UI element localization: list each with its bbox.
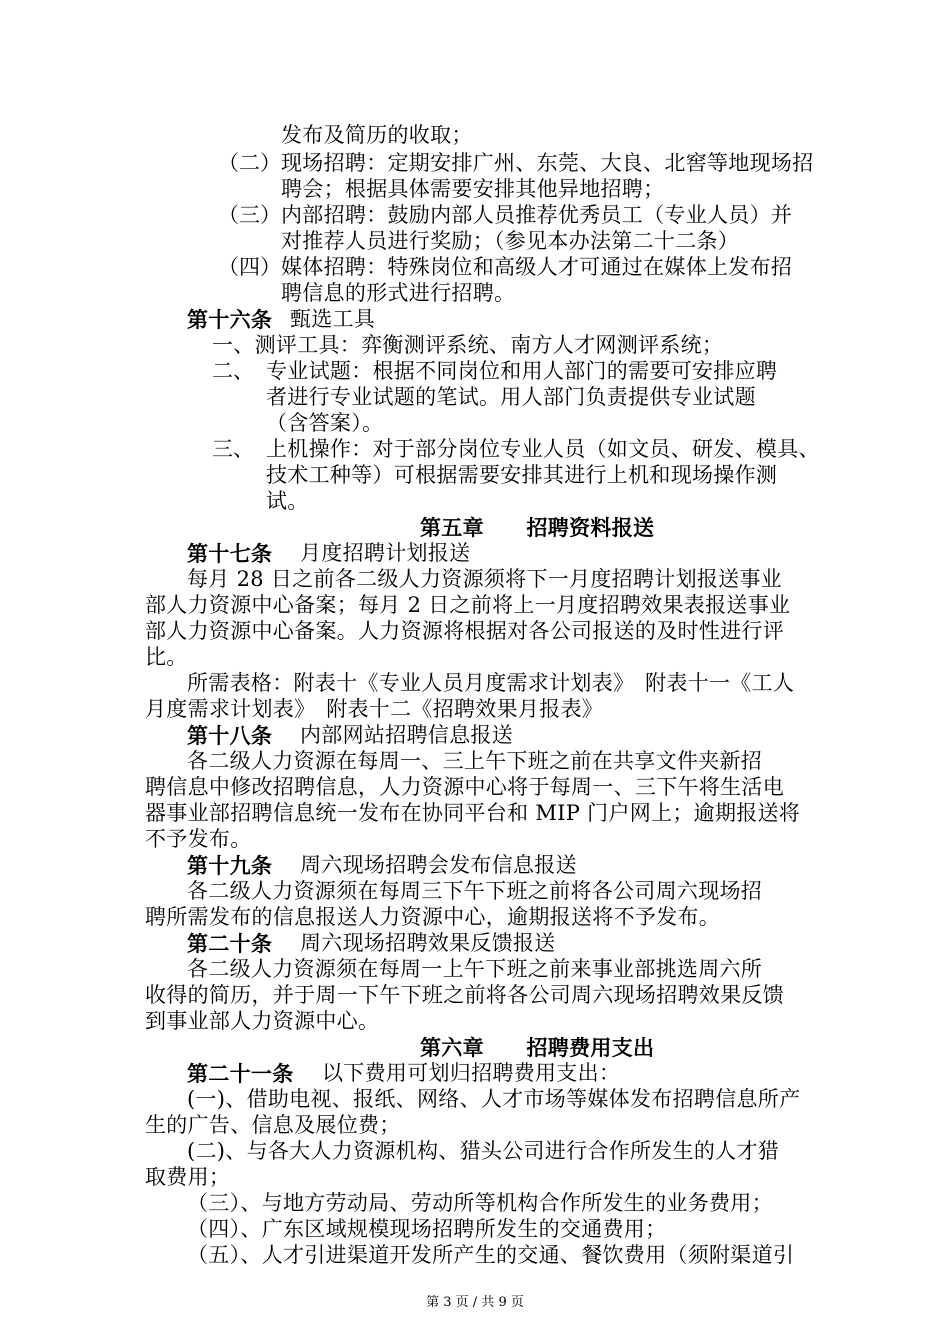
- text-line: 所需表格：附表十《专业人员月度需求计划表》 附表十一《工人: [187, 671, 795, 695]
- text-line: 聘信息中修改招聘信息，人力资源中心将于每周一、三下午将生活电: [145, 775, 784, 799]
- text-line: 技术工种等）可根据需要安排其进行上机和现场操作测: [266, 463, 778, 487]
- text-line: 聘会；根据具体需要安排其他异地招聘；: [281, 177, 665, 201]
- page-footer: 第 3 页 / 共 9 页: [426, 1295, 524, 1310]
- chapter-heading: 第六章 招聘费用支出: [420, 1035, 655, 1060]
- text-line: 上机操作：对于部分岗位专业人员（如文员、研发、模具、: [266, 437, 820, 461]
- text-line: 生的广告、信息及展位费；: [145, 1113, 401, 1137]
- text-line: 部人力资源中心备案。人力资源将根据对各公司报送的及时性进行评: [145, 619, 784, 643]
- text-line: 聘所需发布的信息报送人力资源中心，逾期报送将不予发布。: [145, 905, 721, 929]
- item-number: 二、: [212, 359, 254, 383]
- text-line: 器事业部招聘信息统一发布在协同平台和 MIP 门户网上；逾期报送将: [145, 801, 801, 825]
- text-line: 者进行专业试题的笔试。用人部门负责提供专业试题: [266, 385, 756, 409]
- text-line: 发布及简历的收取；: [281, 123, 473, 147]
- text-line: 现场招聘：定期安排广州、东莞、大良、北窖等地现场招: [281, 151, 814, 175]
- article-heading: 第十七条: [187, 541, 273, 566]
- article-heading: 第二十一条: [187, 1061, 294, 1086]
- text-line: （五）、人才引进渠道开发所产生的交通、餐饮费用（须附渠道引: [187, 1243, 795, 1267]
- text-line: 各二级人力资源在每周一、三上午下班之前在共享文件夹新招: [187, 749, 763, 773]
- text-line: 比。: [145, 645, 188, 669]
- text-line: 媒体招聘：特殊岗位和高级人才可通过在媒体上发布招: [281, 255, 793, 279]
- text-line: 每月 28 日之前各二级人力资源须将下一月度招聘计划报送事业: [187, 567, 783, 591]
- text-line: 专业试题：根据不同岗位和用人部门的需要可安排应聘: [266, 359, 778, 383]
- text-line: (二)、与各大人力资源机构、猎头公司进行合作所发生的人才猎: [187, 1139, 780, 1163]
- article-title: 以下费用可划归招聘费用支出：: [322, 1061, 621, 1085]
- article-heading: 第十九条: [187, 853, 273, 878]
- text-line: 对推荐人员进行奖励；（参见本办法第二十二条）: [281, 229, 740, 253]
- text-line: 收得的简历，并于周一下午下班之前将各公司周六现场招聘效果反馈: [145, 983, 784, 1007]
- text-line: 不予发布。: [145, 827, 252, 851]
- text-line: 各二级人力资源须在每周三下午下班之前将各公司周六现场招: [187, 879, 763, 903]
- chapter-heading: 第五章 招聘资料报送: [420, 515, 655, 540]
- article-title: 周六现场招聘会发布信息报送: [300, 853, 577, 877]
- text-line: （三）、与地方劳动局、劳动所等机构合作所发生的业务费用；: [187, 1191, 773, 1215]
- article-heading: 第十八条: [187, 723, 273, 748]
- text-line: 试。: [266, 489, 309, 513]
- text-line: 聘信息的形式进行招聘。: [281, 281, 516, 305]
- text-line: 内部招聘：鼓励内部人员推荐优秀员工（专业人员）并: [281, 203, 793, 227]
- text-line: 一、测评工具：弈衡测评系统、南方人才网测评系统；: [212, 333, 724, 357]
- item-number: （二）: [218, 151, 281, 175]
- text-line: （含答案）。: [266, 411, 384, 435]
- item-number: （四）: [218, 255, 281, 279]
- text-line: 月度需求计划表》 附表十二《招聘效果月报表》: [145, 697, 604, 721]
- article-title: 内部网站招聘信息报送: [300, 723, 513, 747]
- text-line: 取费用；: [145, 1165, 231, 1189]
- article-title: 月度招聘计划报送: [300, 541, 471, 565]
- article-title: 周六现场招聘效果反馈报送: [300, 931, 556, 955]
- article-heading: 第二十条: [187, 931, 273, 956]
- article-heading: 第十六条: [187, 307, 273, 332]
- item-number: （三）: [218, 203, 281, 227]
- text-line: 各二级人力资源须在每周一上午下班之前来事业部挑选周六所: [187, 957, 763, 981]
- text-line: 部人力资源中心备案；每月 2 日之前将上一月度招聘效果表报送事业: [145, 593, 791, 617]
- item-number: 三、: [212, 437, 254, 461]
- text-line: 到事业部人力资源中心。: [145, 1009, 380, 1033]
- text-line: （四）、广东区域规模现场招聘所发生的交通费用；: [187, 1217, 667, 1241]
- text-line: (一)、借助电视、报纸、网络、人才市场等媒体发布招聘信息所产: [187, 1087, 801, 1111]
- article-title: 甄选工具: [290, 307, 376, 331]
